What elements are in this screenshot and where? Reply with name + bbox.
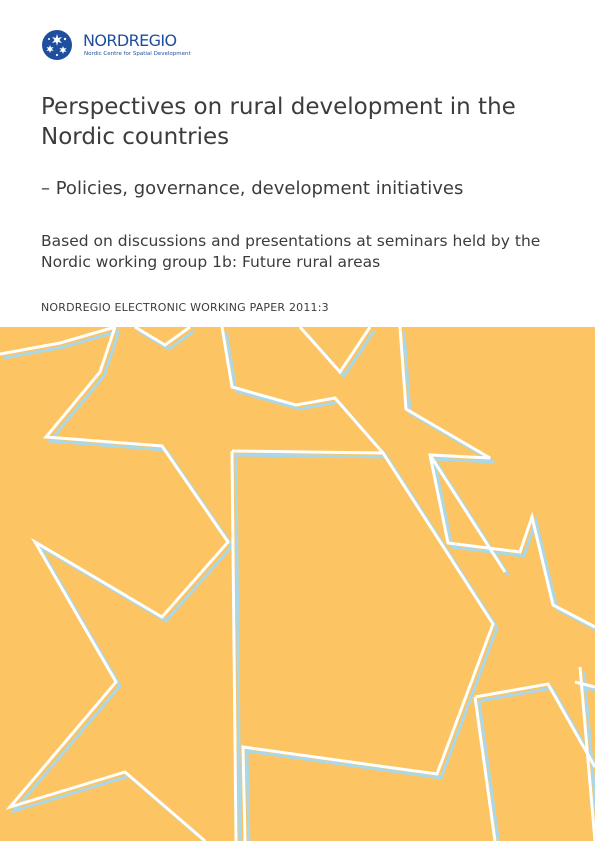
document-description: Based on discussions and presentations at seminars held by the Nordic working group 1b: Future rural areas xyxy=(41,232,541,271)
nordregio-logo xyxy=(41,27,221,63)
nordregio-star-icon xyxy=(41,29,73,61)
cover-star-artwork xyxy=(0,327,595,841)
document-title: Perspectives on rural development in the Nordic countries xyxy=(41,94,516,150)
document-subtitle: – Policies, governance, development initiatives xyxy=(41,178,464,199)
series-label: NORDREGIO ELECTRONIC WORKING PAPER 2011:3 xyxy=(41,301,329,314)
logo-wordmark: NORDREGIO xyxy=(83,31,177,50)
logo-tagline: Nordic Centre for Spatial Development xyxy=(84,51,191,57)
